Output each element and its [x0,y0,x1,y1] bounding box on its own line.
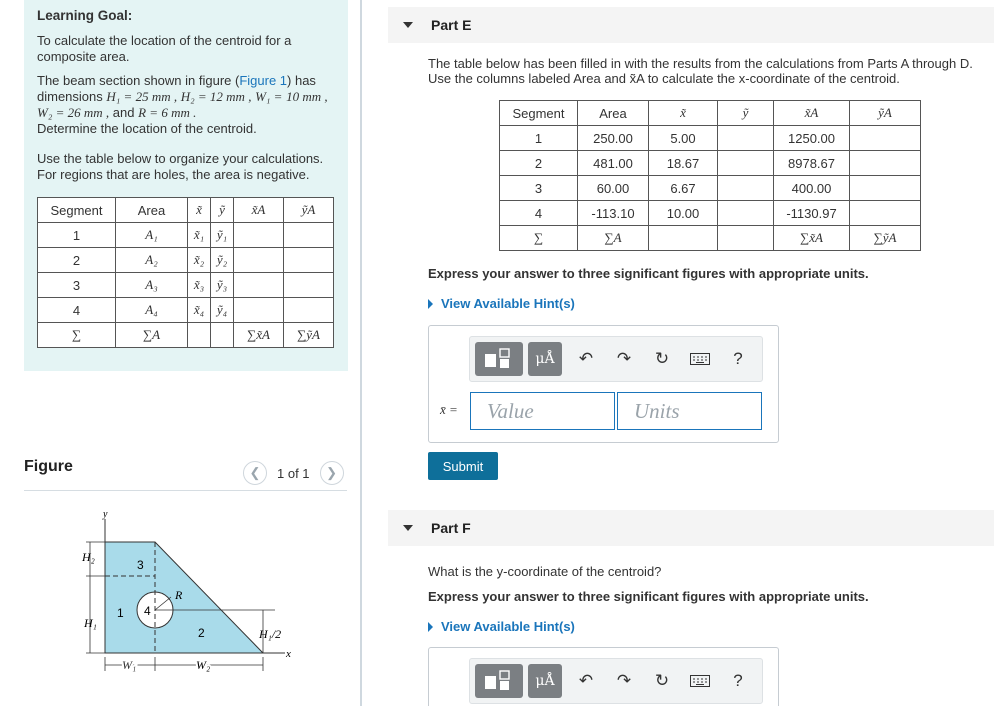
prev-figure-button[interactable] [243,461,267,485]
table-row: 2 481.00 18.67 8978.67 [500,151,921,176]
label-H1-half: H₁/2 [259,627,282,641]
col-header: Segment [38,198,116,223]
chevron-right-icon: ❯ [326,465,337,480]
part-f-header[interactable] [388,510,994,546]
col-header: ỹ [211,198,234,223]
figure-count: 1 of 1 [277,465,310,481]
part-e-title: Part E [431,17,472,33]
part-e-hint-link[interactable]: View Available Hint(s) [428,296,575,311]
part-f-question: What is the y-coordinate of the centroid? [428,564,662,579]
submit-button[interactable]: Submit [428,452,498,480]
caret-down-icon [403,525,413,531]
col-header: Segment [500,101,578,126]
redo-icon[interactable]: ↷ [616,349,632,368]
label-R: R [175,588,183,602]
help-button[interactable]: ? [733,349,743,368]
part-f-title: Part F [431,520,471,536]
col-header: ỹA [284,198,334,223]
part-e-instruction: Express your answer to three significant figures with appropriate units. [428,266,869,281]
table-row: 1 A₁ x̃₁ ỹ₁ [38,223,334,248]
answer-label: x̄ = [440,402,458,417]
math-toolbar [469,658,763,704]
results-table [499,100,921,251]
label-segment-2: 2 [198,626,205,640]
units-input[interactable]: Units [617,392,762,430]
table-row: 3 A₃ x̃₃ ỹ₃ [38,273,334,298]
caret-right-icon [428,299,433,309]
part-e-header[interactable] [388,7,994,43]
part-f-hint-link[interactable]: View Available Hint(s) [428,619,575,634]
label-segment-1: 1 [117,606,124,620]
next-figure-button[interactable] [320,461,344,485]
help-button[interactable]: ? [733,671,743,690]
reset-icon[interactable]: ↻ [654,349,670,368]
part-e-answer-box [428,325,779,443]
figure-divider [24,490,347,491]
learning-goal-title: Learning Goal: [37,8,133,23]
table-row: 4 A₄ x̃₄ ỹ₄ [38,298,334,323]
redo-icon[interactable]: ↷ [616,671,632,690]
part-f-answer-box [428,647,779,706]
template-button[interactable] [475,664,523,698]
units-button[interactable]: μÅ [528,342,562,376]
label-segment-3: 3 [137,558,144,572]
col-header: x̃A [774,101,850,126]
label-segment-4: 4 [144,604,151,618]
table-row: 3 60.00 6.67 400.00 [500,176,921,201]
composite-shape [105,542,263,653]
goal-paragraph-1: To calculate the location of the centroid for a composite area. [37,33,292,64]
caret-right-icon [428,622,433,632]
units-button[interactable]: μÅ [528,664,562,698]
table-row: 4 -113.10 10.00 -1130.97 [500,201,921,226]
fraction-template-icon [484,348,514,370]
goal-paragraph-2: The beam section shown in figure (Figure 1) has dimensions H₁ = 25 mm , H₂ = 12 mm , W₁ = 10 mm , W₂ = 26 mm , and R = 6 mm . Determine the location of the centroid. [37,73,328,136]
col-header: Area [116,198,188,223]
label-y: y [103,509,108,520]
col-header: x̃A [234,198,284,223]
table-row: 1 250.00 5.00 1250.00 [500,126,921,151]
part-f-instruction: Express your answer to three significant figures with appropriate units. [428,589,869,604]
col-header: ỹA [850,101,921,126]
figure-link[interactable]: Figure 1 [239,73,288,88]
keyboard-icon[interactable] [681,664,719,698]
figure-pager [243,461,344,485]
chevron-left-icon: ❮ [249,465,261,480]
undo-icon[interactable]: ↶ [578,349,594,368]
table-row: 2 A₂ x̃₂ ỹ₂ [38,248,334,273]
learning-goal-panel [24,0,348,371]
label-H2: H₂ [82,550,95,564]
label-H1: H₁ [84,616,97,630]
template-button[interactable] [475,342,523,376]
part-e-intro: The table below has been filled in with the results from the calculations from Parts A through D. Use the columns labeled Area and x̃A to calculate the x-coordinate of the centroid. [428,56,973,86]
col-header: x̃ [649,101,718,126]
column-divider[interactable] [360,0,362,706]
col-header: Area [578,101,649,126]
undo-icon[interactable]: ↶ [578,671,594,690]
goal-paragraph-3: Use the table below to organize your calculations. For regions that are holes, the area is negative. [37,151,324,182]
figure-title: Figure [24,458,73,475]
reset-icon[interactable]: ↻ [654,671,670,690]
table-row-sum: ∑ ∑A ∑x̃A ∑ỹA [500,226,921,251]
label-x: x [286,648,291,660]
caret-down-icon [403,22,413,28]
beam-section-figure [70,505,310,680]
organizer-table [37,197,334,348]
table-row-sum: ∑ ∑A ∑x̃A ∑ỹA [38,323,334,348]
fraction-template-icon [484,670,514,692]
col-header: ỹ [718,101,774,126]
math-toolbar [469,336,763,382]
value-input[interactable]: Value [470,392,615,430]
col-header: x̃ [188,198,211,223]
label-W2: W₂ [196,658,211,672]
keyboard-icon[interactable] [681,342,719,376]
label-W1: W₁ [122,658,137,672]
